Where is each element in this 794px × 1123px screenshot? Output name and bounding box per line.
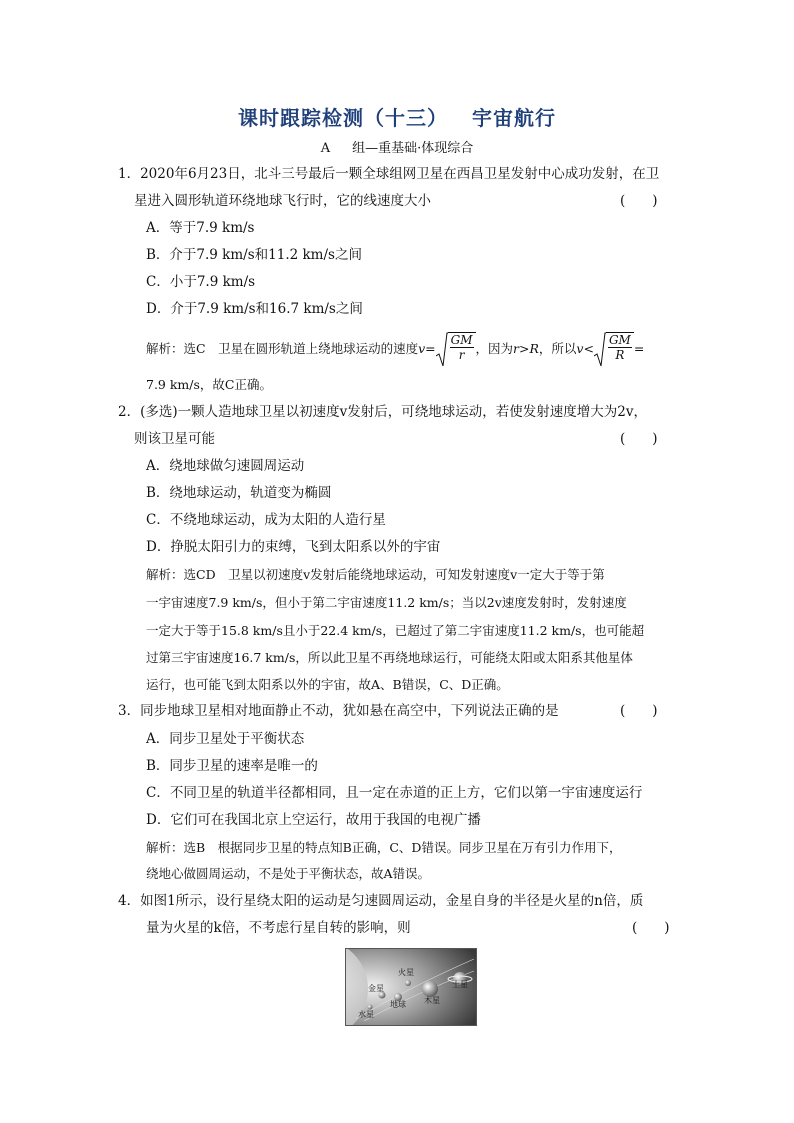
q1-solution-v2: v bbox=[576, 341, 584, 356]
figure-label-venus: 金星 bbox=[368, 984, 384, 993]
mars-icon bbox=[405, 980, 411, 986]
q2-solution-line1: 解析：选CD 卫星以初速度v发射后能绕地球运动，可知发射速度v一定大于等于第 bbox=[146, 567, 605, 582]
q1-option-b: B．介于7.9 km/s和11.2 km/s之间 bbox=[146, 247, 362, 263]
q2-solution-line4: 过第三宇宙速度16.7 km/s，所以此卫星不再绕地球运行，可能绕太阳或太阳系其他星体 bbox=[146, 650, 633, 665]
figure-label-earth: 地球 bbox=[390, 1000, 406, 1009]
q3-option-a: A．同步卫星处于平衡状态 bbox=[146, 731, 305, 747]
q4-answer-bracket: ( ) bbox=[632, 920, 670, 936]
q2-option-d: D．挣脱太阳引力的束缚，飞到太阳系以外的宇宙 bbox=[146, 539, 441, 555]
q1-solution-line2: 7.9 km/s，故C正确。 bbox=[146, 377, 272, 392]
q1-stem-line2: 星进入圆形轨道环绕地球飞行时，它的线速度大小 bbox=[134, 193, 431, 209]
q4-stem-line1: 4．如图1所示，设行星绕太阳的运动是匀速圆周运动，金星自身的半径是火星的n倍，质 bbox=[118, 893, 644, 909]
q2-stem-line2: 则该卫星可能 bbox=[134, 431, 215, 447]
q2-solution-line3: 一定大于等于15.8 km/s且小于22.4 km/s，已超过了第二宇宙速度11.2 km/s，也可能超 bbox=[146, 623, 645, 638]
section-heading bbox=[0, 137, 794, 156]
q1-sqrt-formula-2 bbox=[594, 332, 634, 368]
q1-stem-line1: 1．2020年6月23日，北斗三号最后一颗全球组网卫星在西昌卫星发射中心成功发射，在卫 bbox=[118, 166, 660, 182]
q1-answer-bracket: ( ) bbox=[620, 193, 658, 209]
q3-stem-line1: 3．同步地球卫星相对地面静止不动，犹如悬在高空中，下列说法正确的是 bbox=[118, 703, 559, 719]
q2-option-b: B．绕地球运动，轨道变为椭圆 bbox=[146, 485, 332, 501]
q2-option-c: C．不绕地球运动，成为太阳的人造行星 bbox=[146, 512, 386, 528]
figure-label-saturn: 土星 bbox=[452, 980, 468, 989]
q2-option-a: A．绕地球做匀速圆周运动 bbox=[146, 458, 305, 474]
q1-solution-mid1: ，因为 bbox=[475, 341, 514, 356]
q1-solution-mid2: ，所以 bbox=[538, 341, 577, 356]
q3-solution-line1: 解析：选B 根据同步卫星的特点知B正确，C、D错误。同步卫星在万有引力作用下， bbox=[146, 840, 622, 855]
q3-option-c: C．不同卫星的轨道半径都相同，且一定在赤道的正上方，它们以第一宇宙速度运行 bbox=[146, 785, 643, 801]
section-text: 组—重基础·体现综合 bbox=[352, 141, 474, 156]
q1-solution-R: R bbox=[529, 341, 539, 356]
q1-solution-eq2: = bbox=[633, 341, 645, 356]
q1-solution-lt: < bbox=[583, 341, 594, 356]
figure-label-mars: 火星 bbox=[398, 968, 414, 977]
q3-solution-line2: 绕地心做圆周运动，不是处于平衡状态，故A错误。 bbox=[146, 866, 431, 881]
section-letter: A bbox=[320, 141, 331, 156]
q1-option-d: D．介于7.9 km/s和16.7 km/s之间 bbox=[146, 301, 363, 317]
q1-sqrt-formula-1 bbox=[436, 332, 476, 368]
q1-option-c: C．小于7.9 km/s bbox=[146, 274, 256, 290]
q2-stem-line1: 2．(多选)一颗人造地球卫星以初速度v发射后，可绕地球运动，若使发射速度增大为2v， bbox=[118, 404, 647, 420]
figure-solar-system bbox=[345, 948, 477, 1026]
q1-frac2-num: GM bbox=[608, 332, 631, 347]
q1-solution-prefix: 解析：选C 卫星在圆形轨道上绕地球运动的速度 bbox=[146, 341, 419, 356]
q1-solution-v: v bbox=[418, 341, 426, 356]
q3-option-b: B．同步卫星的速率是唯一的 bbox=[146, 758, 318, 774]
figure-label-jupiter: 木星 bbox=[424, 996, 440, 1005]
q1-option-a: A．等于7.9 km/s bbox=[146, 220, 255, 236]
q2-solution-line5: 运行，也可能飞到太阳系以外的宇宙，故A、B错误，C、D正确。 bbox=[146, 677, 509, 692]
q1-solution-line1 bbox=[146, 330, 644, 368]
q2-answer-bracket: ( ) bbox=[620, 431, 658, 447]
q1-frac1-den: r bbox=[458, 347, 465, 362]
title-sub: 宇宙航行 bbox=[472, 106, 556, 130]
title-main: 课时跟踪检测（十三） bbox=[238, 106, 448, 130]
q3-option-d: D．它们可在我国北京上空运行，故用于我国的电视广播 bbox=[146, 812, 481, 828]
figure-label-mercury: 水星 bbox=[358, 1010, 374, 1019]
q2-solution-line2: 一宇宙速度7.9 km/s，但小于第二宇宙速度11.2 km/s；当以2v速度发射时，发射速度 bbox=[146, 595, 627, 610]
q1-solution-eq: = bbox=[425, 341, 436, 356]
q1-solution-r: r bbox=[513, 341, 519, 356]
q1-solution-gt: > bbox=[519, 341, 530, 356]
q3-answer-bracket: ( ) bbox=[620, 703, 658, 719]
q1-frac1-num: GM bbox=[450, 332, 473, 347]
q1-frac2-den: R bbox=[615, 347, 625, 362]
page-title bbox=[0, 102, 794, 131]
q4-stem-line2: 量为火星的k倍，不考虑行星自转的影响，则 bbox=[146, 920, 411, 936]
